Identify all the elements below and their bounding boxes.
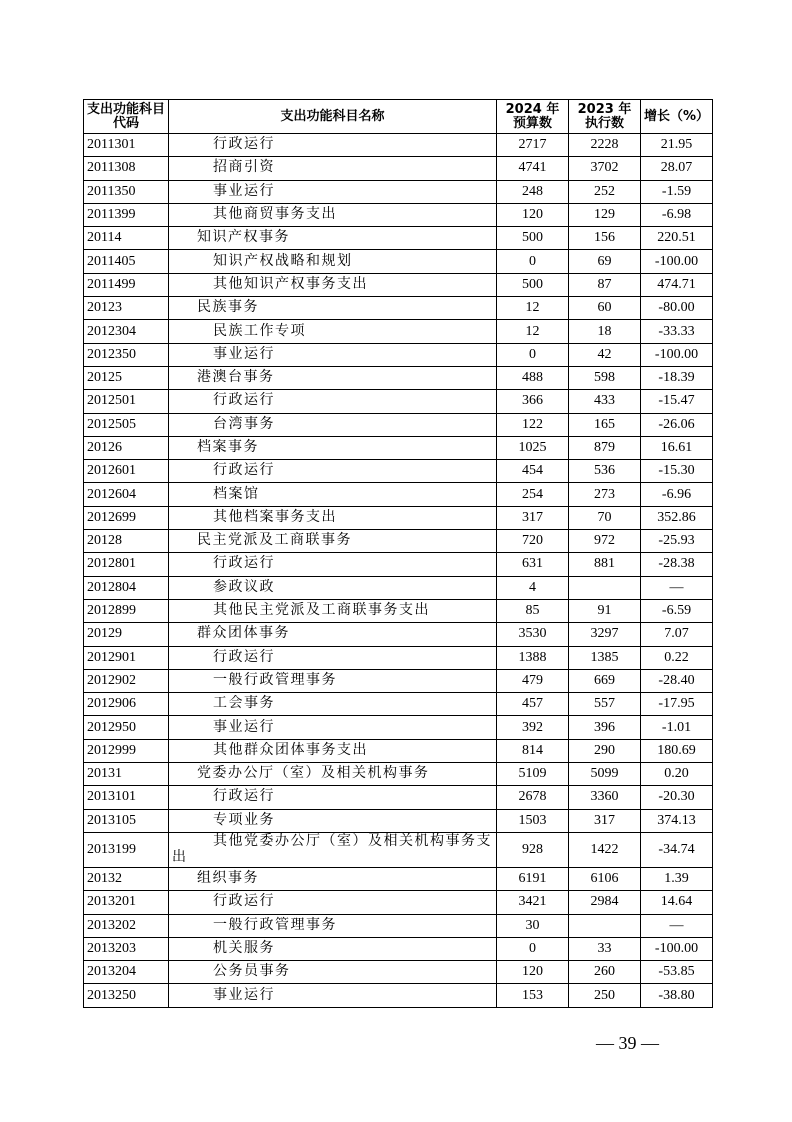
row-code: 2013105	[84, 809, 169, 832]
row-executed-2023: 91	[569, 599, 641, 622]
row-growth: -34.74	[641, 832, 713, 867]
table-row	[84, 390, 713, 413]
row-growth: -100.00	[641, 343, 713, 366]
row-growth: 374.13	[641, 809, 713, 832]
row-code: 2012304	[84, 320, 169, 343]
row-code: 2013101	[84, 786, 169, 809]
row-growth: 352.86	[641, 506, 713, 529]
row-executed-2023: 69	[569, 250, 641, 273]
row-executed-2023: 3297	[569, 623, 641, 646]
row-executed-2023: 598	[569, 366, 641, 389]
row-code: 20132	[84, 867, 169, 890]
row-name: 民主党派及工商联事务	[169, 530, 497, 553]
row-executed-2023	[569, 914, 641, 937]
table-row	[84, 867, 713, 890]
header-row	[84, 100, 713, 134]
row-executed-2023: 18	[569, 320, 641, 343]
table-row	[84, 669, 713, 692]
row-name: 一般行政管理事务	[169, 914, 497, 937]
row-code: 20125	[84, 366, 169, 389]
row-name: 事业运行	[169, 343, 497, 366]
row-executed-2023: 2228	[569, 134, 641, 157]
row-code: 2011499	[84, 273, 169, 296]
row-budget-2024: 122	[497, 413, 569, 436]
row-growth: 0.22	[641, 646, 713, 669]
row-budget-2024: 4	[497, 576, 569, 599]
row-code: 2012902	[84, 669, 169, 692]
row-executed-2023: 5099	[569, 763, 641, 786]
row-code: 2011308	[84, 157, 169, 180]
row-code: 20128	[84, 530, 169, 553]
row-growth: -15.47	[641, 390, 713, 413]
table-row	[84, 891, 713, 914]
row-name: 行政运行	[169, 460, 497, 483]
row-growth: 16.61	[641, 436, 713, 459]
row-name: 组织事务	[169, 867, 497, 890]
row-budget-2024: 254	[497, 483, 569, 506]
table-row	[84, 134, 713, 157]
row-name: 机关服务	[169, 937, 497, 960]
table-row	[84, 693, 713, 716]
row-growth: -17.95	[641, 693, 713, 716]
row-name: 事业运行	[169, 180, 497, 203]
row-budget-2024: 1025	[497, 436, 569, 459]
row-executed-2023: 165	[569, 413, 641, 436]
row-name: 招商引资	[169, 157, 497, 180]
row-executed-2023: 881	[569, 553, 641, 576]
row-growth: -80.00	[641, 297, 713, 320]
row-growth: 0.20	[641, 763, 713, 786]
row-name: 其他档案事务支出	[169, 506, 497, 529]
row-executed-2023: 42	[569, 343, 641, 366]
row-code: 2012950	[84, 716, 169, 739]
row-budget-2024: 928	[497, 832, 569, 867]
table-row	[84, 623, 713, 646]
row-code: 2011405	[84, 250, 169, 273]
row-name: 知识产权战略和规划	[169, 250, 497, 273]
row-name: 行政运行	[169, 553, 497, 576]
row-name: 行政运行	[169, 891, 497, 914]
row-growth: -6.96	[641, 483, 713, 506]
row-budget-2024: 720	[497, 530, 569, 553]
row-budget-2024: 814	[497, 739, 569, 762]
row-growth: 1.39	[641, 867, 713, 890]
table-row	[84, 227, 713, 250]
row-code: 2012901	[84, 646, 169, 669]
row-code: 2012501	[84, 390, 169, 413]
header-name: 支出功能科目名称	[169, 100, 497, 134]
row-growth: -28.38	[641, 553, 713, 576]
header-code: 支出功能科目代码	[84, 100, 169, 134]
row-code: 2013204	[84, 961, 169, 984]
row-executed-2023: 557	[569, 693, 641, 716]
row-executed-2023: 669	[569, 669, 641, 692]
row-growth: -15.30	[641, 460, 713, 483]
row-name: 群众团体事务	[169, 623, 497, 646]
table-row	[84, 786, 713, 809]
row-name: 知识产权事务	[169, 227, 497, 250]
row-growth: -28.40	[641, 669, 713, 692]
row-growth: -1.59	[641, 180, 713, 203]
row-growth: —	[641, 914, 713, 937]
row-code: 2011399	[84, 203, 169, 226]
row-budget-2024: 12	[497, 320, 569, 343]
row-code: 2012601	[84, 460, 169, 483]
table-row	[84, 984, 713, 1007]
row-executed-2023: 260	[569, 961, 641, 984]
row-growth: -38.80	[641, 984, 713, 1007]
table-row	[84, 809, 713, 832]
expenditure-table	[83, 99, 713, 1008]
table-row	[84, 157, 713, 180]
row-code: 2012999	[84, 739, 169, 762]
row-executed-2023: 1422	[569, 832, 641, 867]
row-growth: 7.07	[641, 623, 713, 646]
row-budget-2024: 500	[497, 273, 569, 296]
row-budget-2024: 457	[497, 693, 569, 716]
row-code: 2012899	[84, 599, 169, 622]
row-code: 2012801	[84, 553, 169, 576]
table-row	[84, 203, 713, 226]
row-budget-2024: 248	[497, 180, 569, 203]
row-growth: -100.00	[641, 250, 713, 273]
row-name: 行政运行	[169, 646, 497, 669]
table-row	[84, 739, 713, 762]
row-name: 行政运行	[169, 134, 497, 157]
row-budget-2024: 85	[497, 599, 569, 622]
row-code: 2012906	[84, 693, 169, 716]
row-budget-2024: 1388	[497, 646, 569, 669]
row-growth: -6.59	[641, 599, 713, 622]
table-body	[84, 134, 713, 1008]
row-code: 20123	[84, 297, 169, 320]
row-budget-2024: 2717	[497, 134, 569, 157]
row-budget-2024: 366	[497, 390, 569, 413]
row-budget-2024: 488	[497, 366, 569, 389]
row-name: 其他党委办公厅（室）及相关机构事务支出	[169, 832, 497, 867]
row-name: 其他商贸事务支出	[169, 203, 497, 226]
row-name: 事业运行	[169, 716, 497, 739]
row-name: 台湾事务	[169, 413, 497, 436]
row-code: 2012699	[84, 506, 169, 529]
row-executed-2023: 156	[569, 227, 641, 250]
row-growth: 180.69	[641, 739, 713, 762]
row-name: 行政运行	[169, 786, 497, 809]
table-row	[84, 553, 713, 576]
table-row	[84, 961, 713, 984]
table-row	[84, 343, 713, 366]
row-growth: 28.07	[641, 157, 713, 180]
row-name: 其他知识产权事务支出	[169, 273, 497, 296]
header-executed-2023: 2023 年执行数	[569, 100, 641, 134]
row-executed-2023: 536	[569, 460, 641, 483]
table-row	[84, 763, 713, 786]
row-code: 20129	[84, 623, 169, 646]
row-budget-2024: 153	[497, 984, 569, 1007]
row-code: 2013250	[84, 984, 169, 1007]
row-growth: -26.06	[641, 413, 713, 436]
row-name: 一般行政管理事务	[169, 669, 497, 692]
row-executed-2023: 6106	[569, 867, 641, 890]
row-budget-2024: 454	[497, 460, 569, 483]
row-executed-2023: 317	[569, 809, 641, 832]
table-row	[84, 366, 713, 389]
row-budget-2024: 0	[497, 343, 569, 366]
row-code: 2012604	[84, 483, 169, 506]
row-code: 2012505	[84, 413, 169, 436]
row-budget-2024: 0	[497, 937, 569, 960]
row-executed-2023	[569, 576, 641, 599]
table-row	[84, 646, 713, 669]
row-budget-2024: 120	[497, 203, 569, 226]
row-budget-2024: 4741	[497, 157, 569, 180]
row-budget-2024: 631	[497, 553, 569, 576]
row-executed-2023: 972	[569, 530, 641, 553]
row-growth: —	[641, 576, 713, 599]
row-name: 档案事务	[169, 436, 497, 459]
row-growth: 474.71	[641, 273, 713, 296]
row-name: 档案馆	[169, 483, 497, 506]
page-number: — 39 —	[596, 1033, 659, 1053]
row-budget-2024: 0	[497, 250, 569, 273]
row-name: 民族工作专项	[169, 320, 497, 343]
row-budget-2024: 3530	[497, 623, 569, 646]
table-row	[84, 250, 713, 273]
row-executed-2023: 250	[569, 984, 641, 1007]
table-row	[84, 576, 713, 599]
table-row	[84, 483, 713, 506]
table-row	[84, 599, 713, 622]
table-row	[84, 273, 713, 296]
row-budget-2024: 12	[497, 297, 569, 320]
row-executed-2023: 1385	[569, 646, 641, 669]
row-code: 2013199	[84, 832, 169, 867]
table-row	[84, 460, 713, 483]
table-row	[84, 436, 713, 459]
row-name: 港澳台事务	[169, 366, 497, 389]
row-growth: 21.95	[641, 134, 713, 157]
table-row	[84, 937, 713, 960]
row-growth: 14.64	[641, 891, 713, 914]
table-header	[84, 100, 713, 134]
row-executed-2023: 70	[569, 506, 641, 529]
row-name: 事业运行	[169, 984, 497, 1007]
table-row	[84, 413, 713, 436]
row-executed-2023: 433	[569, 390, 641, 413]
row-executed-2023: 290	[569, 739, 641, 762]
table-row	[84, 530, 713, 553]
row-code: 2013201	[84, 891, 169, 914]
row-growth: -33.33	[641, 320, 713, 343]
row-code: 2013203	[84, 937, 169, 960]
table-row	[84, 832, 713, 867]
row-executed-2023: 60	[569, 297, 641, 320]
row-budget-2024: 6191	[497, 867, 569, 890]
row-executed-2023: 879	[569, 436, 641, 459]
row-budget-2024: 317	[497, 506, 569, 529]
row-code: 20131	[84, 763, 169, 786]
row-growth: 220.51	[641, 227, 713, 250]
table-row	[84, 297, 713, 320]
row-code: 20126	[84, 436, 169, 459]
row-budget-2024: 500	[497, 227, 569, 250]
row-executed-2023: 33	[569, 937, 641, 960]
row-growth: -100.00	[641, 937, 713, 960]
row-executed-2023: 87	[569, 273, 641, 296]
row-growth: -6.98	[641, 203, 713, 226]
table-row	[84, 506, 713, 529]
table-row	[84, 180, 713, 203]
row-code: 20114	[84, 227, 169, 250]
row-name: 其他民主党派及工商联事务支出	[169, 599, 497, 622]
row-budget-2024: 30	[497, 914, 569, 937]
table-row	[84, 320, 713, 343]
row-name: 其他群众团体事务支出	[169, 739, 497, 762]
row-growth: -20.30	[641, 786, 713, 809]
row-executed-2023: 129	[569, 203, 641, 226]
row-executed-2023: 273	[569, 483, 641, 506]
row-budget-2024: 5109	[497, 763, 569, 786]
row-code: 2013202	[84, 914, 169, 937]
header-budget-2024: 2024 年预算数	[497, 100, 569, 134]
row-growth: -18.39	[641, 366, 713, 389]
row-name: 民族事务	[169, 297, 497, 320]
row-growth: -1.01	[641, 716, 713, 739]
row-growth: -53.85	[641, 961, 713, 984]
row-name: 公务员事务	[169, 961, 497, 984]
row-name: 专项业务	[169, 809, 497, 832]
row-code: 2011350	[84, 180, 169, 203]
row-budget-2024: 1503	[497, 809, 569, 832]
row-budget-2024: 392	[497, 716, 569, 739]
row-code: 2012350	[84, 343, 169, 366]
row-executed-2023: 396	[569, 716, 641, 739]
row-budget-2024: 2678	[497, 786, 569, 809]
row-code: 2011301	[84, 134, 169, 157]
row-code: 2012804	[84, 576, 169, 599]
row-executed-2023: 252	[569, 180, 641, 203]
header-growth: 增长（%）	[641, 100, 713, 134]
row-name: 行政运行	[169, 390, 497, 413]
row-name: 党委办公厅（室）及相关机构事务	[169, 763, 497, 786]
row-growth: -25.93	[641, 530, 713, 553]
row-name: 工会事务	[169, 693, 497, 716]
table-row	[84, 716, 713, 739]
table-row	[84, 914, 713, 937]
row-budget-2024: 479	[497, 669, 569, 692]
row-executed-2023: 3360	[569, 786, 641, 809]
row-executed-2023: 2984	[569, 891, 641, 914]
row-name: 参政议政	[169, 576, 497, 599]
row-budget-2024: 120	[497, 961, 569, 984]
row-executed-2023: 3702	[569, 157, 641, 180]
row-budget-2024: 3421	[497, 891, 569, 914]
